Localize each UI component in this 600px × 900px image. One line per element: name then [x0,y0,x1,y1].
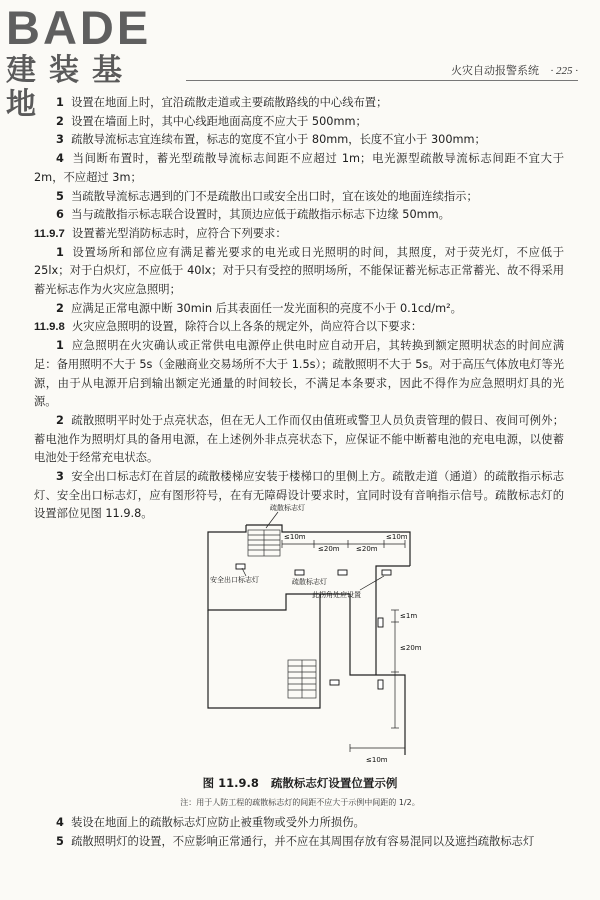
wall-line [208,594,320,708]
evac-lamp-label: 疏散标志灯 [292,578,327,586]
leader-line [360,576,384,590]
list-item [34,412,564,468]
section-heading-11-9-8 [34,318,564,337]
item-number: 1 [56,96,64,109]
logo-main-text: BADE [6,1,152,54]
item-number: 3 [56,470,64,484]
stair-top [248,530,280,556]
figure-number: 图 11.9.8 [202,776,259,790]
item-number: 2 [56,114,64,128]
item-number: 5 [56,189,64,203]
dim-label: ≤20m [356,545,378,553]
figure-title: 疏散标志灯设置位置示例 [270,776,398,790]
page-number: · 225 · [550,65,578,77]
item-text: 当间断布置时，蓄光型疏散导流标志间距不应超过 1m；电光源型疏散导流标志间距不宜大于 2m，不应超过 3m； [34,152,564,184]
exit-lamp-label: 安全出口标志灯 [210,576,259,584]
floor-plan-figure [200,500,430,770]
item-text: 疏散照明灯的设置，不应影响正常通行，并不应在其周围存放有容易混同以及遮挡疏散标志灯 [71,834,535,848]
figure-labels [210,503,422,764]
item-number: 3 [56,133,64,147]
floor-plan-diagram [200,500,430,770]
figure-note: 注：用于人防工程的疏散标志灯的间距不应大于示例中间距的 1/2。 [180,798,420,807]
list-item [34,814,564,833]
list-item [34,113,564,132]
section-number: 11.9.8 [34,321,65,334]
item-number: 5 [56,834,64,848]
dim-label: ≤10m [284,533,306,541]
evac-lamp-marker [382,570,391,575]
item-text: 设置在地面上时，宜沿疏散走道或主要疏散路线的中心线布置； [71,96,388,109]
item-number: 4 [56,816,64,829]
section-number: 11.9.7 [34,227,65,240]
exit-lamp-marker [236,564,245,569]
evac-lamp-marker [378,680,383,689]
item-number: 1 [56,245,64,259]
evac-lamp-marker [338,570,347,575]
evac-lamp-top-label: 疏散标志灯 [270,504,305,512]
list-item [34,833,564,852]
list-item [34,94,564,113]
item-text: 设置在墙面上时，其中心线距地面高度不应大于 500mm； [71,114,367,128]
walls [208,525,410,755]
item-text: 安全出口标志灯在首层的疏散楼梯应安装于楼梯口的里侧上方。疏散走道（通道）的疏散指示标志灯、安全出口标志灯，应有图形符号，在有无障碍设计要求时，宜同时设有音响指示信号。疏散标志灯的设置部位见图 11.9.8。 [34,470,564,521]
section-title: 设置蓄光型消防标志时，应符合下列要求： [71,226,287,240]
evac-lamp-marker [295,570,304,575]
running-header [0,62,578,78]
list-item [34,244,564,300]
section-heading-11-9-7 [34,225,564,244]
dim-label: ≤1m [400,612,418,620]
header-rule [186,80,578,81]
body-text-continued [34,814,564,851]
dim-label: ≤10m [386,533,408,541]
item-number: 6 [56,208,64,222]
item-text: 装设在地面上的疏散标志灯应防止被重物或受外力所损伤。 [71,816,365,829]
figure-caption [0,775,600,791]
item-number: 1 [56,339,64,353]
dim-label: ≤20m [318,545,340,553]
body-text [34,94,564,524]
list-item [34,150,564,187]
list-item [34,188,564,207]
logo-sub-text: 建装基地 [6,53,135,122]
list-item [34,131,564,150]
item-text: 当与疏散指示标志联合设置时，其顶边应低于疏散指示标志下边缘 50mm。 [71,208,450,222]
evac-lamp-marker [378,618,383,627]
dim-label: ≤10m [366,756,388,764]
item-text: 应急照明在火灾确认或正常供电电源停止供电时应自动开启，其转换到额定照明状态的时间应满足：备用照明不大于 5s（金融商业交易场所不大于 1.5s）；疏散照明不大于 5s。对于高压气体放电灯等光源，由于从电源开启到输出额定光通量的时间较长，不满足本条要求，因此不得作为应急照明灯具的光源。 [34,339,564,409]
item-number: 4 [56,152,64,166]
list-item [34,300,564,319]
item-text: 当疏散导流标志遇到的门不是疏散出口或安全出口时，宜在该处的地面连续指示； [71,189,478,203]
section-title: 火灾应急照明的设置，除符合以上各条的规定外，尚应符合以下要求： [71,320,423,334]
item-text: 应满足正常电源中断 30min 后其表面任一发光面积的亮度不小于 0.1cd/m²。 [71,301,462,315]
item-number: 2 [56,301,64,315]
dim-label: ≤20m [400,644,422,652]
list-item [34,337,564,412]
evac-lamp-marker [330,680,339,685]
stair-bottom [288,660,316,698]
item-text: 疏散导流标志宜连续布置，标志的宽度不宜小于 80mm，长度不宜小于 300mm； [71,133,486,147]
item-text: 设置场所和部位应有满足蓄光要求的电光或日光照明的时间，其照度，对于荧光灯，不应低于 25lx；对于白炽灯，不应低于 40lx；对于只有受控的照明场所，不能保证蓄光标志正常蓄光、故不得采用蓄光标志作为火灾应急照明； [34,245,564,297]
list-item [34,206,564,225]
header-title: 火灾自动报警系统 [451,64,539,77]
item-number: 2 [56,413,64,427]
corner-label: 此拐角处应设置 [312,591,361,599]
item-text: 疏散照明平时处于点亮状态，但在无人工作而仅由值班或警卫人员负责管理的假日、夜间可例外；蓄电池作为照明灯具的备用电源，在上述例外非点亮状态下，应保证不能中断蓄电池的充电电源，以使蓄电池处于经常充电状态。 [34,413,564,465]
